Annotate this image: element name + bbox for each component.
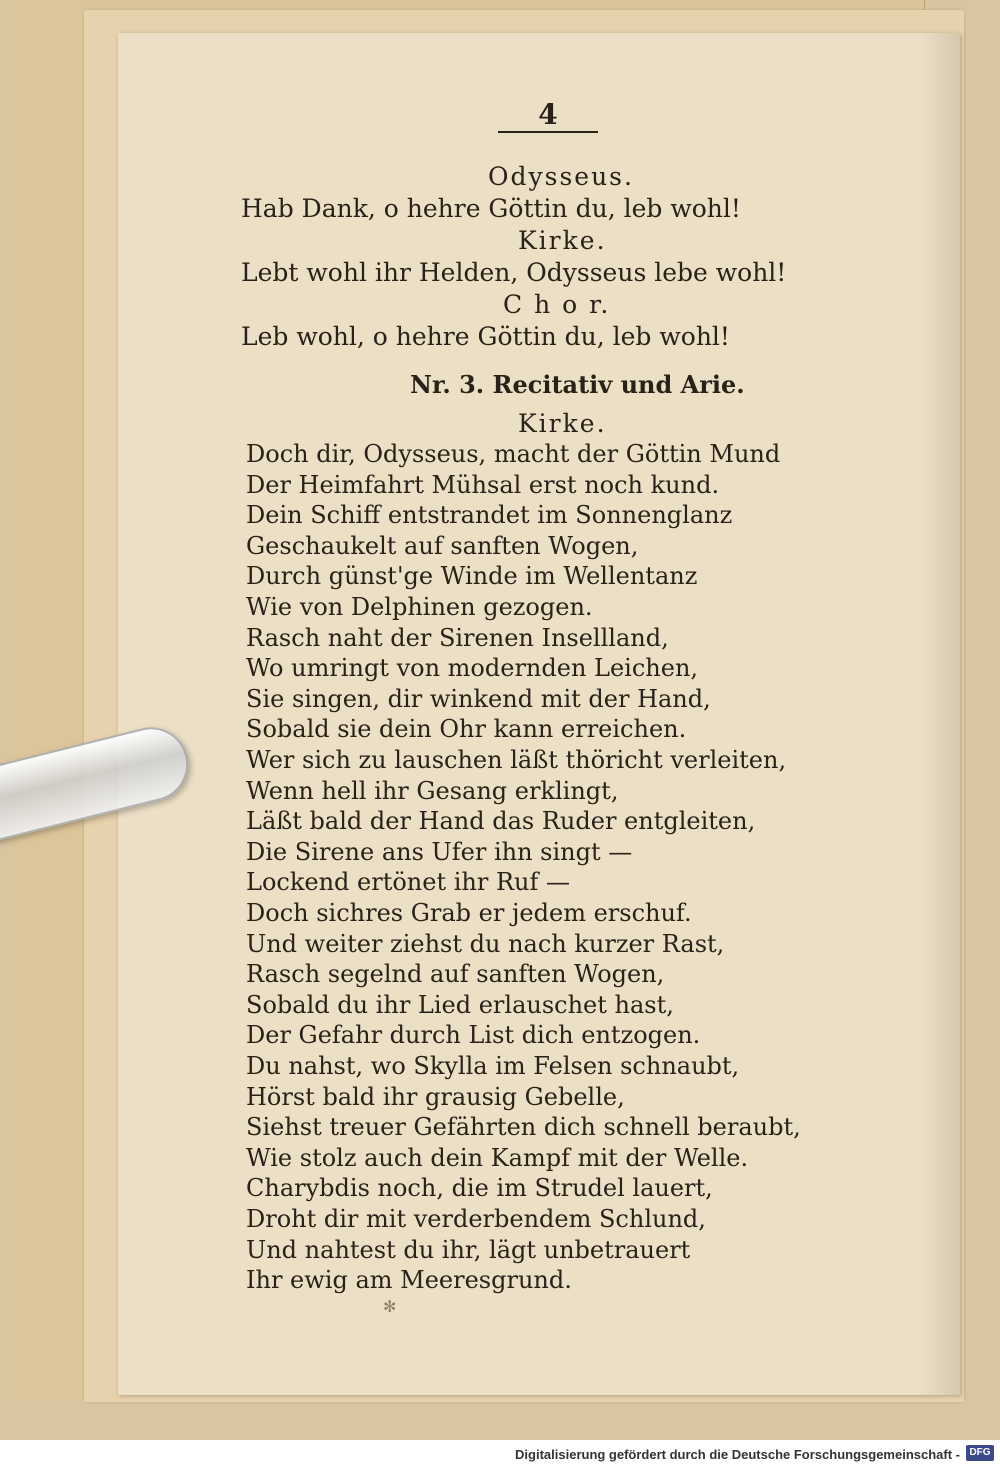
verse-line: Sie singen, dir winkend mit der Hand, [246,684,711,713]
verse-line: Hörst bald ihr grausig Gebelle, [246,1082,625,1111]
speaker-kirke: Kirke. [518,226,607,255]
verse-line: Und nahtest du ihr, lägt unbetrauert [246,1235,691,1264]
verse-line: Droht dir mit verderbendem Schlund, [246,1205,706,1233]
verse-line: Der Gefahr durch List dich entzogen. [246,1021,701,1050]
verse-line: Doch dir, Odysseus, macht der Göttin Mund [246,440,781,468]
verse-line: Wie von Delphinen gezogen. [246,593,593,621]
verse-line: Läßt bald der Hand das Ruder entgleiten, [246,807,756,836]
page-number: 4 [538,98,558,131]
speaker-chor: C h o r. [503,290,611,319]
verse-line: Wie stolz auch dein Kampf mit der Welle. [246,1143,749,1172]
verse-line: Und weiter ziehst du nach kurzer Rast, [246,929,725,958]
speaker-odysseus: Odysseus. [488,162,634,191]
verse-line: Wenn hell ihr Gesang erklingt, [246,776,619,805]
verse-line: Du nahst, wo Skylla im Felsen schnaubt, [246,1052,740,1080]
verse-line: Siehst treuer Gefährten dich schnell beraubt, [246,1113,801,1142]
verse-line: Die Sirene ans Ufer ihn singt — [246,837,633,866]
verse-line: Durch günst'ge Winde im Wellentanz [246,562,698,591]
verse-line: Rasch segelnd auf sanften Wogen, [246,960,665,989]
verse-line: Dein Schiff entstrandet im Sonnenglanz [246,501,733,530]
section-heading: Nr. 3. Recitativ und Arie. [410,370,745,399]
verse-line: Der Heimfahrt Mühsal erst noch kund. [246,470,720,499]
verse-line: Wo umringt von modernden Leichen, [246,654,699,683]
verse-line: Lockend ertönet ihr Ruf — [246,868,570,897]
verse-line: Sobald du ihr Lied erlauschet hast, [246,990,674,1019]
verse-line: Doch sichres Grab er jedem erschuf. [246,899,692,927]
footer-bar [0,1440,1000,1467]
footer-credit: Digitalisierung gefördert durch die Deutsche Forschungsgemeinschaft - [515,1447,960,1462]
verse-line: Ihr ewig am Meeresgrund. [246,1266,572,1295]
page-fold-shadow [920,33,960,1395]
verse-line: Geschaukelt auf sanften Wogen, [246,531,639,560]
ornament-mark: ✻ [383,1297,397,1316]
page-number-rule [498,131,598,133]
verse-line: Wer sich zu lauschen läßt thöricht verleiten, [246,746,787,774]
verse-line: Charybdis noch, die im Strudel lauert, [246,1174,713,1203]
section-speaker: Kirke. [518,409,607,438]
verse-line: Sobald sie dein Ohr kann erreichen. [246,715,687,744]
dfg-logo-icon: DFG [966,1445,994,1461]
verse-line: Leb wohl, o hehre Göttin du, leb wohl! [241,322,730,351]
verse-line: Hab Dank, o hehre Göttin du, leb wohl! [241,194,741,223]
verse-line: Lebt wohl ihr Helden, Odysseus lebe wohl! [241,258,787,287]
verse-line: Rasch naht der Sirenen Insellland, [246,623,669,652]
